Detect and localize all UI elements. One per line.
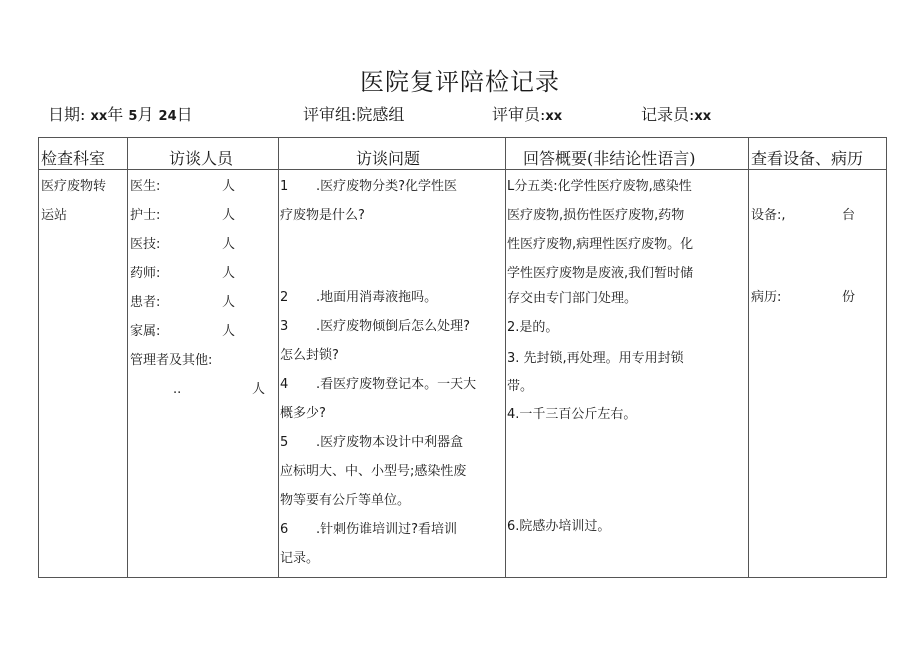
question-number: 1 (280, 179, 289, 194)
column-divider (278, 138, 279, 577)
interviewee-row (130, 172, 235, 201)
interviewee-role: 医生: (130, 179, 161, 194)
interviewee-unit: 人 (221, 266, 235, 281)
answer-1-line: 性医疗废物,病理性医疗废物。化 (507, 237, 694, 252)
records-label: 病历: (751, 290, 782, 305)
interviewee-row (130, 317, 235, 346)
interviewee-role: 家属: (130, 324, 161, 339)
question-5 (280, 428, 463, 457)
recorder-field (641, 102, 711, 125)
reviewer-label: 评审员: (492, 105, 546, 124)
recorder-value: xx (694, 109, 712, 124)
question-3 (280, 312, 470, 341)
question-6-cont: 记录。 (280, 551, 320, 566)
others-row (173, 375, 265, 404)
interviewee-row (130, 259, 235, 288)
question-5-cont: 应标明大、中、小型号;感染性废 (280, 464, 467, 479)
day-char: 日 (176, 105, 193, 124)
question-number: 5 (280, 435, 289, 450)
answer-6: 6.院感办培训过。 (507, 519, 611, 534)
interviewee-row (130, 288, 235, 317)
question-text: .地面用消毒液拖吗。 (316, 290, 438, 305)
recorder-label: 记录员: (641, 105, 695, 124)
column-divider (748, 138, 749, 577)
records-row (751, 283, 855, 312)
answer-1-line: 存交由专门部门处理。 (507, 291, 638, 306)
others-unit: 人 (251, 382, 265, 397)
question-number: 6 (280, 522, 289, 537)
interviewee-unit: 人 (221, 295, 235, 310)
question-text: .医疗废物倾倒后怎么处理? (316, 319, 471, 334)
record-table (38, 137, 887, 578)
answers-cell (507, 138, 747, 578)
answer-1-line: 医疗废物,损伤性医疗废物,药物 (507, 208, 685, 223)
department-cell (41, 172, 125, 230)
header-department: 检查科室 (41, 149, 106, 168)
equipment-label: 设备:, (751, 208, 786, 223)
interviewee-row (130, 201, 235, 230)
question-5-cont: 物等要有公斤等单位。 (280, 493, 411, 508)
question-number: 3 (280, 319, 289, 334)
answer-3-line: 3. 先封锁,再处理。用专用封锁 (507, 351, 684, 366)
equipment-row (751, 201, 855, 230)
interviewee-role: 患者: (130, 295, 161, 310)
interviewee-unit: 人 (221, 237, 235, 252)
question-number: 4 (280, 377, 289, 392)
question-2 (280, 283, 437, 312)
month-char: 月 (137, 105, 154, 124)
question-4 (280, 370, 476, 399)
department-line: 医疗废物转 (41, 179, 107, 194)
year-char: 年 (107, 105, 124, 124)
question-text: .医疗废物分类?化学性医 (316, 179, 458, 194)
question-4-cont: 概多少? (280, 406, 326, 421)
date-label: 日期: (48, 105, 86, 124)
equipment-unit: 台 (841, 208, 855, 223)
column-divider (505, 138, 506, 577)
interviewee-unit: 人 (221, 324, 235, 339)
answer-1-line: 学性医疗废物是废液,我们暂时储 (507, 266, 694, 281)
question-3-cont: 怎么封锁? (280, 348, 339, 363)
group-value: 院感组 (356, 105, 405, 124)
question-number: 2 (280, 290, 289, 305)
review-group-field (303, 102, 404, 125)
header-interviewees: 访谈人员 (169, 149, 234, 168)
questions-cell (280, 138, 504, 578)
date-field (48, 102, 193, 125)
answer-4: 4.一千三百公斤左右。 (507, 407, 637, 422)
question-1-cont: 疗废物是什么? (280, 208, 365, 223)
department-line: 运站 (41, 208, 68, 223)
header-answers: 回答概要(非结论性语言) (523, 149, 696, 168)
column-divider (127, 138, 128, 577)
date-month: 5 (128, 109, 138, 124)
interviewee-row (130, 230, 235, 259)
records-unit: 份 (841, 290, 855, 305)
question-text: .医疗废物本设计中利器盒 (316, 435, 464, 450)
others-label: 管理者及其他: (130, 353, 213, 368)
question-text: .看医疗废物登记本。一天大 (316, 377, 477, 392)
header-equipment-records: 查看设备、病历 (751, 149, 864, 168)
group-label: 评审组: (303, 105, 357, 124)
answer-2: 2.是的。 (507, 320, 559, 335)
page-title: 医院复评陪检记录 (360, 68, 560, 96)
others-dots: .. (173, 382, 182, 397)
question-1 (280, 172, 457, 201)
date-year: xx (90, 109, 108, 124)
question-6 (280, 515, 457, 544)
answer-1-line: L分五类:化学性医疗废物,感染性 (507, 179, 692, 194)
header-questions: 访谈问题 (356, 149, 421, 168)
question-text: .针刺伤谁培训过?看培训 (316, 522, 458, 537)
interviewees-cell (130, 172, 235, 375)
interviewee-unit: 人 (221, 179, 235, 194)
interviewee-role: 医技: (130, 237, 161, 252)
date-day: 24 (158, 109, 177, 124)
interviewee-role: 护士: (130, 208, 161, 223)
interviewee-unit: 人 (221, 208, 235, 223)
reviewer-field (492, 102, 562, 125)
interviewee-role: 药师: (130, 266, 161, 281)
reviewer-value: xx (545, 109, 563, 124)
answer-3-line: 带。 (507, 379, 534, 394)
